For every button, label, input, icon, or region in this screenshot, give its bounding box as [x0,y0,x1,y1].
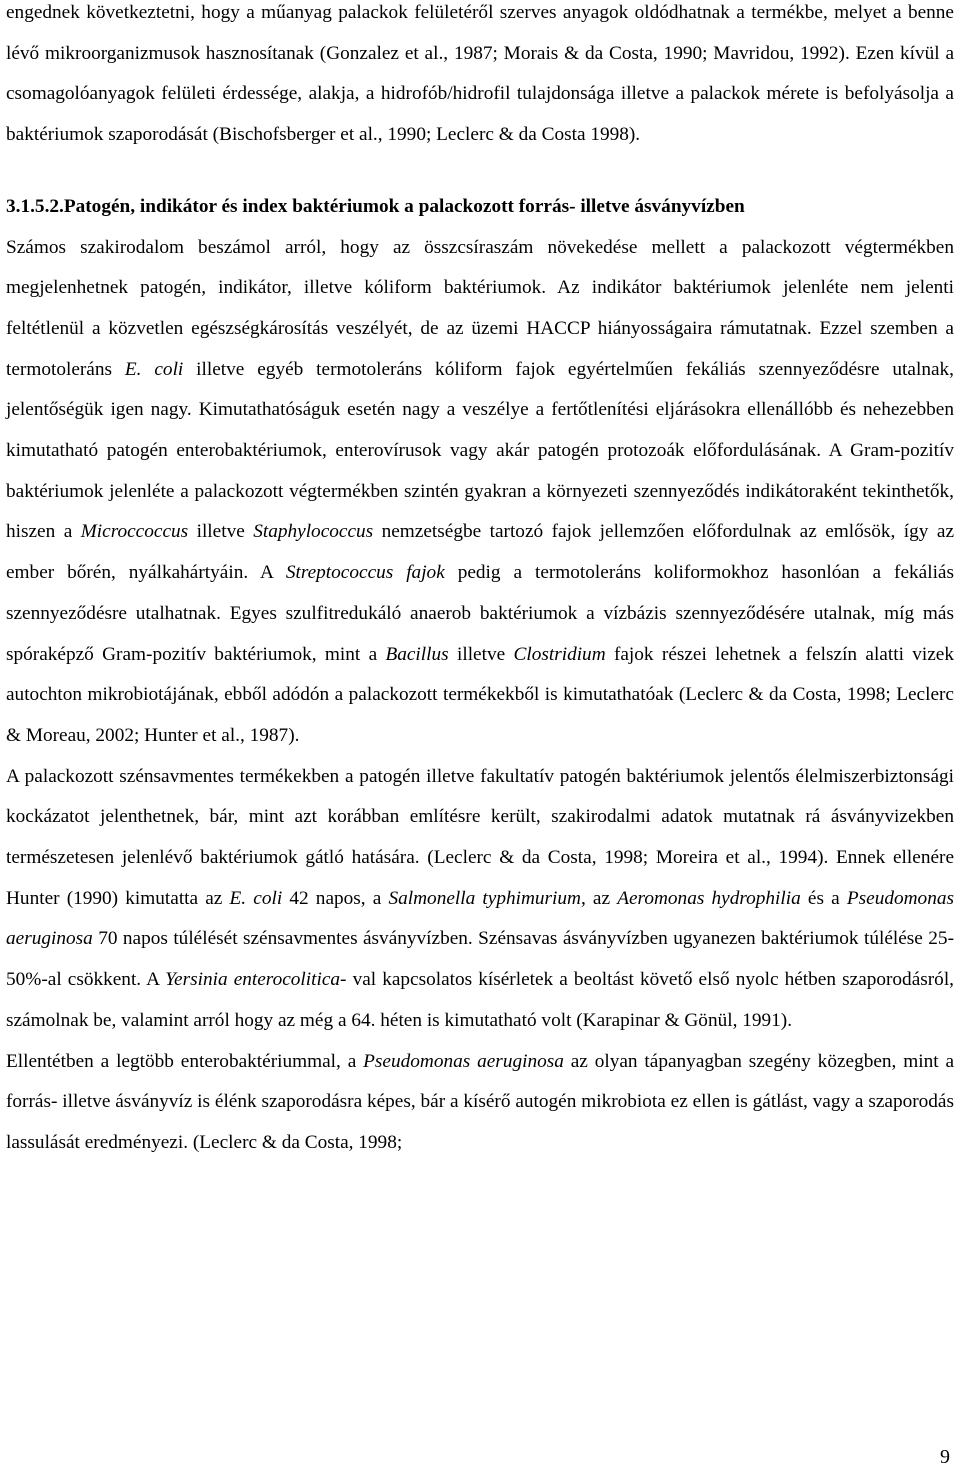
text-run: nemzetségbe tartozó fajok jellemzően előfordulnak az emlősök, így az ember bőrén, nyálkahártyáin. A [6,521,954,584]
paragraph-indicator-bacteria [6,228,954,757]
section-heading: 3.1.5.2.Patogén, indikátor és index baktériumok a palackozott forrás- illetve ásványvízben [6,195,745,217]
italic-term: Pseudomonas aeruginosa [363,1050,564,1072]
text-run: 42 napos, a [282,887,389,909]
text-run: az olyan tápanyagban szegény közegben, mint a forrás- illetve ásványvíz is élénk szaporodásra képes, bár a kísérő autogén mikrobiota ez ellen is gátlást, vagy a szaporodás lassulását eredményezi. (Leclerc & da Costa, 1998; [6,1050,955,1153]
text-run: illetve egyéb termotoleráns kóliform fajok egyértelműen fekáliás szennyeződésre utalnak, jelentőségük igen nagy. Kimutathatóságuk esetén nagy a veszélye a fertőtlenítési eljárásokra ellenállóbb és nehezebben kimutatható patogén enterobaktériumok, enterovírusok vagy akár patogén protozoák előfordulásának. A Gram-pozitív baktériumok jelenléte a palackozott végtermékben szintén gyakran a környezeti szennyeződés indikátoraként tekinthetők, hiszen a [6,358,954,543]
italic-term: Microccoccus [80,521,189,543]
paragraph-still-water-pathogens [6,757,954,1042]
text-run: Számos szakirodalom beszámol arról, hogy az összcsíraszám növekedése mellett a palackozott végtermékben megjelenhetnek patogén, indikátor, illetve kóliform baktériumok. Az indikátor baktériumok jelenléte nem jelenti feltétlenül a közvetlen egészségkárosítás veszélyét, de az üzemi HACCP hiányosságaira rámutatnak. Ezzel szemben a termotoleráns [6,236,954,380]
italic-term: E. coli [229,887,283,909]
page-number: 9 [940,1446,950,1468]
italic-term: Streptococcus fajok [285,562,445,584]
text-run: , az [580,887,618,909]
text-run: illetve [188,521,254,543]
paragraph-pseudomonas [6,1042,954,1164]
italic-term: Bacillus [385,643,449,665]
intro-paragraph [6,0,954,156]
italic-term: Staphylococcus [253,521,374,543]
italic-term: Salmonella typhimurium [388,887,581,909]
text-run: engednek következtetni, hogy a műanyag palackok felületéről szerves anyagok oldódhatnak a termékbe, melyet a benne lévő mikroorganizmusok hasznosítanak (Gonzalez et al., 1987; Morais & da Costa, 1990; Mavridou, 1992). Ezen kívül a csomagolóanyagok felületi érdessége, alakja, a hidrofób/hidrofil tulajdonsága illetve a palackok mérete is befolyásolja a baktériumok szaporodását (Bischofsberger et al., 1990; Leclerc & da Costa 1998). [6,2,954,146]
italic-term: Clostridium [513,643,606,665]
italic-term: Yersinia enterocolitica- [165,969,347,991]
text-run: A palackozott szénsavmentes termékekben a patogén illetve fakultatív patogén baktériumok jelentős élelmiszerbiztonsági kockázatot jelenthetnek, bár, mint azt korábban említésre került, szakirodalmi adatok mutatnak rá ásványvizekben természetesen jelenlévő baktériumok gátló hatására. (Leclerc & da Costa, 1998; Moreira et al., 1994). Ennek ellenére Hunter (1990) kimutatta az [6,765,954,909]
text-run: 70 napos túlélését szénsavmentes ásványvízben. Szénsavas ásványvízben ugyanezen baktériumok túlélése 25-50%-al csökkent. A [6,928,954,991]
section-gap [6,156,954,187]
italic-term: Pseudomonas aeruginosa [6,887,954,950]
text-run: és a [800,887,847,909]
text-run: illetve [448,643,514,665]
italic-term: E. coli [124,358,184,380]
document-page [6,0,954,1164]
text-run: fajok részei lehetnek a felszín alatti vizek autochton mikrobiotájának, ebből adódón a palackozott termékekből is kimutathatóak (Leclerc & da Costa, 1998; Leclerc & Moreau, 2002; Hunter et al., 1987). [6,643,954,746]
text-run: pedig a termotoleráns koliformokhoz hasonlóan a fekáliás szennyeződésre utalhatnak. Egyes szulfitredukáló anaerob baktériumok a vízbázis szennyeződésére utalnak, míg más spóraképző Gram-pozitív baktériumok, mint a [6,562,954,665]
text-run: val kapcsolatos kísérletek a beoltást követő első nyolc hétben szaporodásról, számolnak be, valamint arról hogy az még a 64. héten is kimutatható volt (Karapinar & Gönül, 1991). [6,969,954,1031]
italic-term: Aeromonas hydrophilia [617,887,801,909]
text-run: Ellentétben a legtöbb enterobaktériummal, a [6,1050,364,1072]
